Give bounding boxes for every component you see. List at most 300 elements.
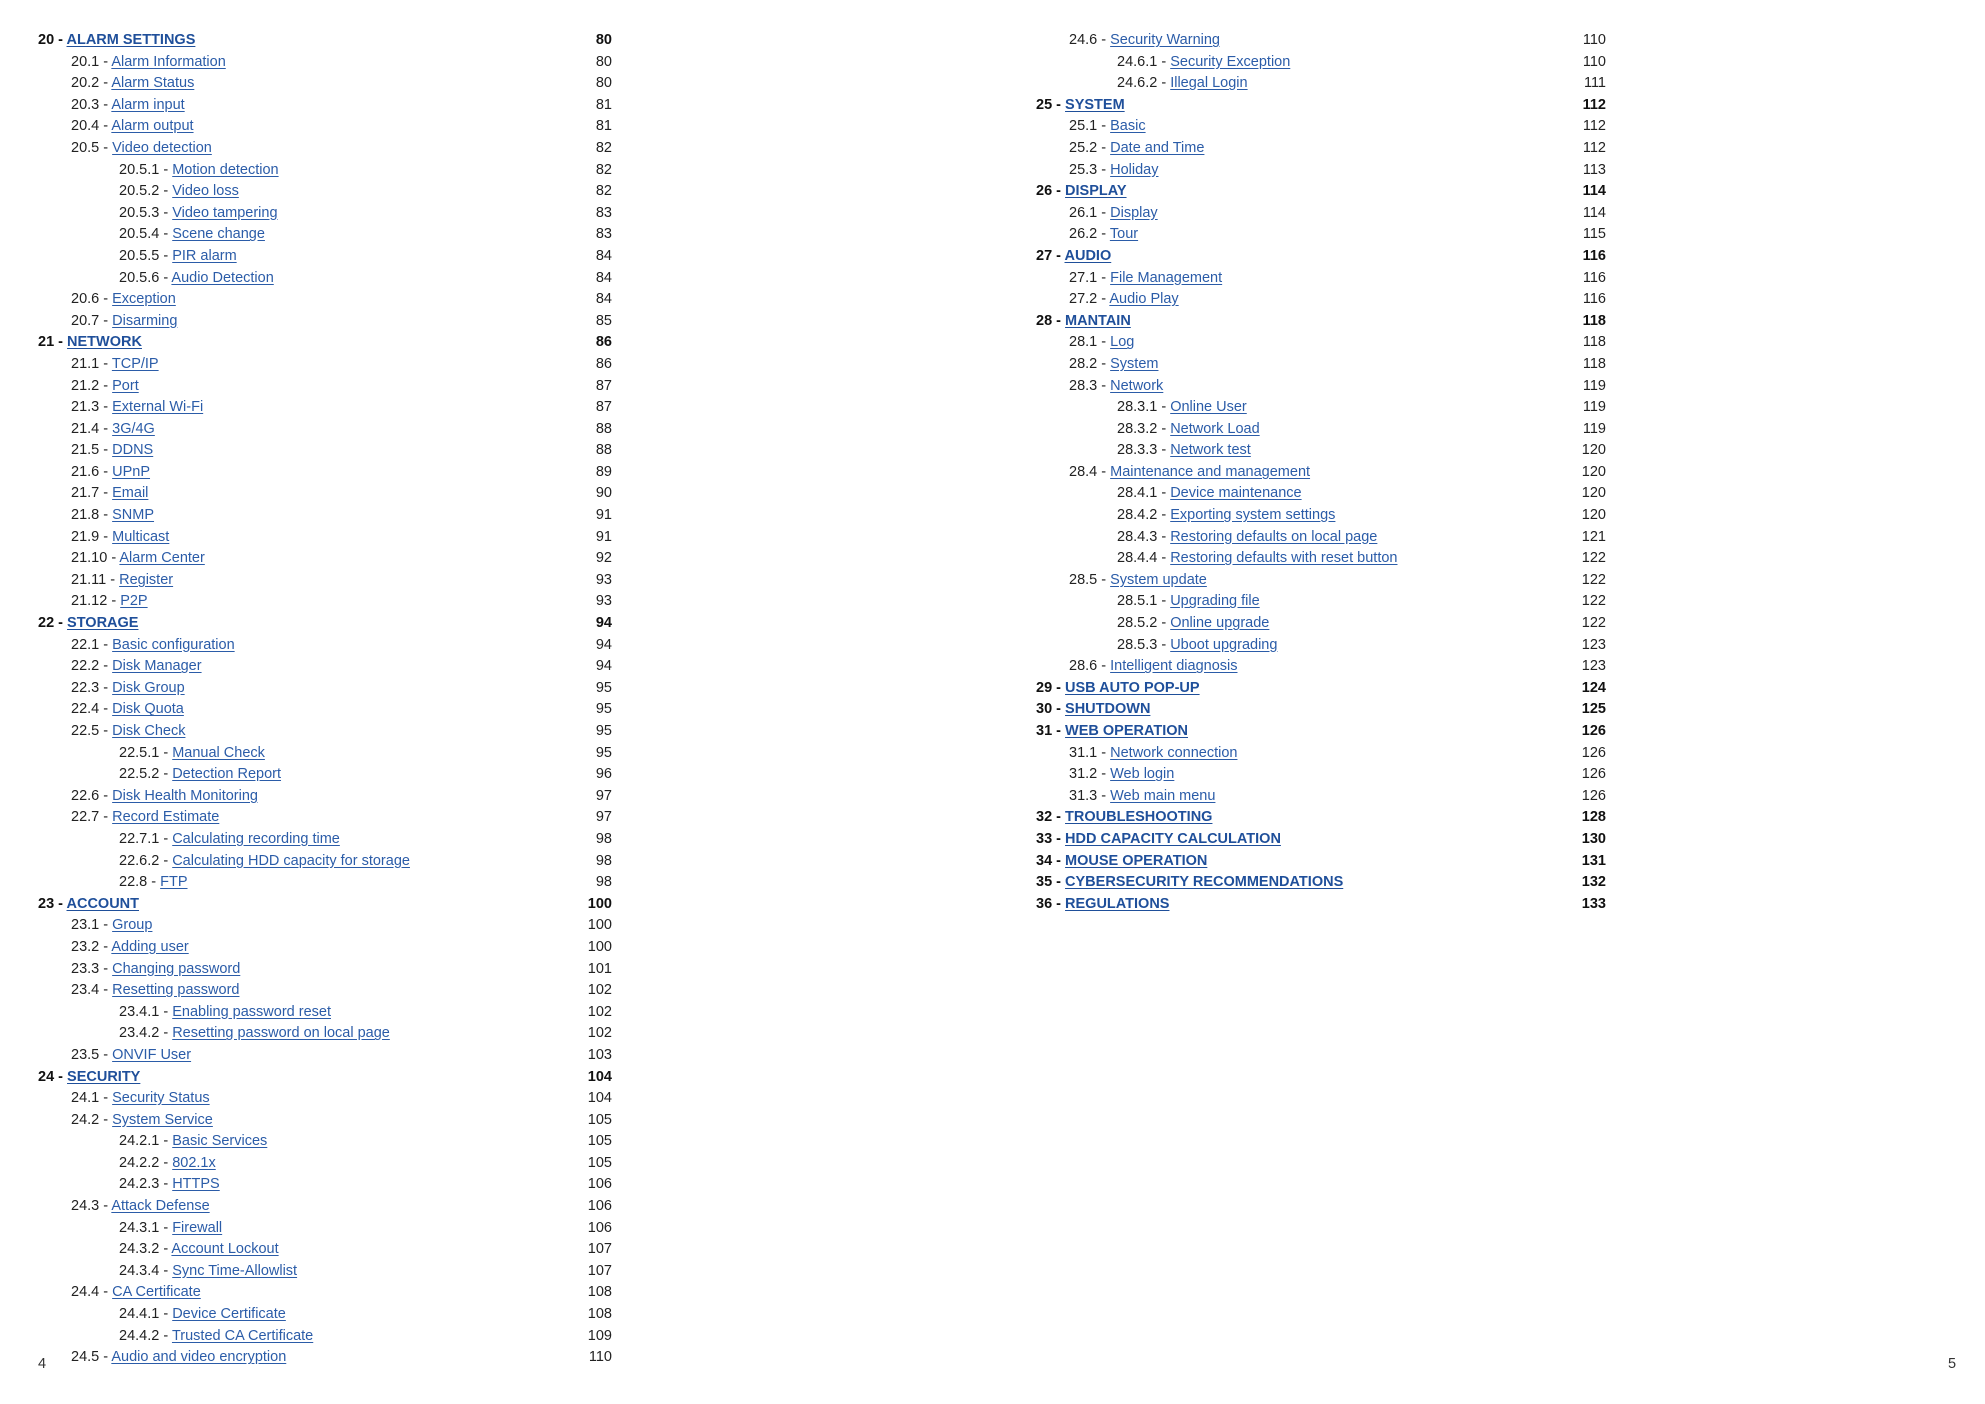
toc-entry bbox=[1036, 311, 1606, 333]
toc-entry-label bbox=[1036, 311, 1131, 333]
toc-entry-page: 118 bbox=[1582, 334, 1606, 351]
toc-entry-link[interactable]: Manual Check bbox=[172, 744, 265, 761]
toc-entry-link[interactable]: Security Status bbox=[112, 1090, 210, 1107]
toc-entry-link[interactable]: Log bbox=[1110, 334, 1135, 351]
toc-entry-page: 94 bbox=[595, 615, 612, 632]
toc-entry-link[interactable]: Enabling password reset bbox=[172, 1003, 331, 1020]
toc-entry-link[interactable]: Intelligent diagnosis bbox=[1110, 658, 1238, 675]
toc-entry-number: 30 - bbox=[1036, 701, 1061, 718]
toc-entry-link[interactable]: Firewall bbox=[172, 1219, 223, 1236]
toc-entry-link[interactable]: Device maintenance bbox=[1170, 485, 1302, 502]
toc-entry-label bbox=[71, 52, 226, 74]
toc-entry-link[interactable]: Video loss bbox=[172, 183, 239, 200]
toc-entry-link[interactable]: Disk Group bbox=[112, 679, 185, 696]
toc-entry-number: 33 - bbox=[1036, 830, 1061, 847]
toc-entry-link[interactable]: Holiday bbox=[1110, 161, 1159, 178]
toc-entry bbox=[38, 1088, 612, 1110]
toc-entry-number: 28.4 - bbox=[1069, 463, 1107, 480]
toc-entry bbox=[38, 332, 612, 354]
toc-entry-number: 20.1 - bbox=[71, 53, 109, 70]
toc-entry-label bbox=[1117, 52, 1290, 74]
toc-entry-page: 118 bbox=[1582, 312, 1606, 329]
toc-entry-label bbox=[1069, 764, 1174, 786]
toc-entry-link[interactable]: Adding user bbox=[111, 938, 189, 955]
toc-entry-link[interactable]: Basic bbox=[1110, 118, 1146, 135]
toc-entry bbox=[38, 764, 612, 786]
toc-entry-link[interactable]: Basic configuration bbox=[112, 636, 235, 653]
toc-entry-number: 24.6 - bbox=[1069, 32, 1107, 48]
toc-entry-label bbox=[1069, 743, 1237, 765]
toc-entry bbox=[1036, 527, 1606, 549]
toc-entry-link[interactable]: Disk Check bbox=[112, 723, 186, 739]
toc-entry-page: 95 bbox=[595, 723, 612, 739]
toc-entry bbox=[38, 980, 612, 1002]
toc-entry-link[interactable]: Resetting password on local page bbox=[172, 1025, 390, 1042]
toc-entry-link[interactable]: Disk Quota bbox=[112, 701, 184, 718]
toc-entry-label bbox=[119, 181, 239, 203]
toc-entry-link[interactable]: P2P bbox=[120, 593, 148, 610]
toc-entry-page: 120 bbox=[1581, 507, 1606, 524]
toc-entry-link[interactable]: Tour bbox=[1109, 226, 1139, 243]
toc-entry-page: 97 bbox=[595, 787, 612, 804]
toc-entry-link[interactable]: Exporting system settings bbox=[1170, 507, 1336, 524]
toc-entry bbox=[38, 1002, 612, 1024]
toc-entry bbox=[38, 1304, 612, 1326]
toc-entry bbox=[38, 483, 612, 505]
toc-entry bbox=[38, 203, 612, 225]
toc-entry bbox=[1036, 894, 1606, 916]
toc-entry bbox=[1036, 160, 1606, 182]
toc-entry bbox=[38, 1131, 612, 1153]
toc-entry-number: 20.5 - bbox=[71, 139, 109, 156]
toc-entry bbox=[1036, 548, 1606, 570]
toc-entry-number: 23.4 - bbox=[71, 982, 109, 999]
toc-entry-link[interactable]: UPnP bbox=[112, 463, 151, 480]
toc-entry-number: 24.3.1 - bbox=[119, 1219, 169, 1236]
toc-entry-link[interactable]: Web main menu bbox=[1110, 787, 1216, 804]
toc-entry-link[interactable]: ACCOUNT bbox=[66, 895, 139, 912]
toc-entry-link[interactable]: Maintenance and management bbox=[1110, 463, 1311, 480]
toc-entry-link[interactable]: Disk Health Monitoring bbox=[112, 787, 258, 804]
toc-entry-link[interactable]: Restoring defaults with reset button bbox=[1170, 550, 1398, 567]
toc-entry-label bbox=[71, 73, 194, 95]
toc-entry bbox=[38, 851, 612, 873]
toc-entry-link[interactable]: Email bbox=[112, 485, 149, 502]
toc-entry-number: 22.3 - bbox=[71, 679, 109, 696]
toc-entry-link[interactable]: File Management bbox=[1110, 269, 1223, 286]
toc-entry-link[interactable]: Network Load bbox=[1170, 420, 1260, 437]
toc-entry-label bbox=[119, 829, 340, 851]
toc-entry bbox=[38, 505, 612, 527]
toc-entry-link[interactable]: Security Exception bbox=[1170, 53, 1291, 70]
toc-right-column bbox=[1036, 30, 1606, 915]
toc-entry bbox=[38, 894, 612, 916]
toc-entry-page: 122 bbox=[1581, 571, 1606, 588]
toc-entry-number: 34 - bbox=[1036, 852, 1061, 869]
toc-entry-link[interactable]: Network test bbox=[1170, 442, 1251, 459]
toc-entry-label bbox=[71, 1347, 286, 1369]
toc-entry-number: 21.2 - bbox=[71, 377, 109, 394]
toc-entry-link[interactable]: Alarm Center bbox=[119, 550, 205, 567]
toc-entry-number: 22.5.1 - bbox=[119, 744, 169, 761]
toc-entry-link[interactable]: Disk Manager bbox=[112, 658, 202, 675]
toc-entry-page: 91 bbox=[595, 507, 612, 524]
toc-entry-page: 126 bbox=[1581, 744, 1606, 761]
toc-entry bbox=[1036, 829, 1606, 851]
toc-entry-link[interactable]: Disarming bbox=[112, 312, 178, 329]
toc-entry-page: 133 bbox=[1581, 895, 1606, 912]
toc-entry-label bbox=[38, 332, 142, 354]
toc-entry-label bbox=[1117, 505, 1335, 527]
toc-entry-label bbox=[71, 635, 235, 657]
toc-entry bbox=[38, 1239, 612, 1261]
toc-entry-number: 24.6.2 - bbox=[1117, 75, 1167, 92]
toc-entry-number: 29 - bbox=[1036, 679, 1061, 696]
toc-entry-number: 24.6.1 - bbox=[1117, 53, 1167, 70]
toc-entry-label bbox=[119, 224, 265, 246]
toc-entry-link[interactable]: Date and Time bbox=[1110, 139, 1205, 156]
toc-entry-label bbox=[71, 721, 185, 743]
toc-entry-link[interactable]: Video tampering bbox=[172, 204, 278, 221]
toc-entry-label bbox=[1117, 635, 1277, 657]
toc-entry-label bbox=[71, 440, 153, 462]
toc-entry bbox=[38, 807, 612, 829]
toc-entry-number: 22.4 - bbox=[71, 701, 109, 718]
toc-entry-page: 105 bbox=[587, 1133, 612, 1150]
toc-entry-page: 126 bbox=[1581, 766, 1606, 783]
toc-entry bbox=[38, 116, 612, 138]
toc-entry-page: 124 bbox=[1581, 679, 1606, 696]
toc-entry-label bbox=[119, 1304, 286, 1326]
toc-entry-page: 98 bbox=[595, 830, 612, 847]
toc-entry-link[interactable]: Basic Services bbox=[172, 1133, 268, 1150]
toc-entry-link[interactable]: 802.1x bbox=[172, 1154, 216, 1171]
toc-entry bbox=[1036, 440, 1606, 462]
toc-entry-label bbox=[71, 591, 148, 613]
toc-entry-number: 28.4.4 - bbox=[1117, 550, 1167, 567]
toc-entry bbox=[38, 1261, 612, 1283]
toc-entry bbox=[38, 73, 612, 95]
toc-entry bbox=[1036, 30, 1606, 52]
toc-entry bbox=[1036, 678, 1606, 700]
toc-entry-link[interactable]: Register bbox=[119, 571, 174, 588]
toc-entry-link[interactable]: Calculating recording time bbox=[172, 830, 340, 847]
toc-entry-link[interactable]: ONVIF User bbox=[112, 1046, 192, 1063]
toc-entry-number: 21.10 - bbox=[71, 550, 117, 567]
toc-entry-label bbox=[1117, 419, 1260, 441]
toc-entry-label bbox=[38, 30, 195, 52]
toc-entry-page: 84 bbox=[595, 247, 612, 264]
toc-entry-link[interactable]: Account Lockout bbox=[171, 1241, 279, 1258]
toc-entry-link[interactable]: System bbox=[1110, 355, 1159, 372]
toc-entry-page: 88 bbox=[595, 442, 612, 459]
toc-entry-link[interactable]: Network connection bbox=[1110, 744, 1238, 761]
toc-entry-label bbox=[71, 678, 185, 700]
toc-entry-number: 20.5.1 - bbox=[119, 161, 169, 178]
toc-entry bbox=[1036, 116, 1606, 138]
toc-entry-number: 20.4 - bbox=[71, 118, 109, 135]
toc-entry-number: 28.4.1 - bbox=[1117, 485, 1167, 502]
toc-entry-number: 28.4.3 - bbox=[1117, 528, 1167, 545]
toc-entry-label bbox=[119, 1002, 331, 1024]
toc-entry-number: 28.6 - bbox=[1069, 658, 1107, 675]
toc-entry-label bbox=[71, 419, 155, 441]
toc-entry-number: 20 - bbox=[38, 32, 63, 48]
toc-entry-page: 112 bbox=[1582, 118, 1606, 135]
toc-entry-page: 88 bbox=[595, 420, 612, 437]
toc-entry-link[interactable]: DISPLAY bbox=[1065, 183, 1127, 200]
toc-entry-link[interactable]: 3G/4G bbox=[112, 420, 155, 437]
toc-entry bbox=[38, 376, 612, 398]
toc-entry-link[interactable]: MOUSE OPERATION bbox=[1065, 852, 1208, 869]
toc-entry-link[interactable]: Alarm output bbox=[111, 118, 194, 135]
toc-entry-number: 22.8 - bbox=[119, 874, 157, 891]
toc-entry bbox=[38, 872, 612, 894]
toc-entry-label bbox=[119, 1239, 279, 1261]
toc-entry-number: 22.6 - bbox=[71, 787, 109, 804]
toc-entry bbox=[38, 138, 612, 160]
toc-entry-number: 24.1 - bbox=[71, 1090, 109, 1107]
toc-entry-page: 116 bbox=[1582, 291, 1606, 308]
toc-entry-number: 23.1 - bbox=[71, 917, 109, 934]
toc-entry-label bbox=[1036, 721, 1188, 743]
toc-entry-page: 81 bbox=[595, 118, 612, 135]
toc-entry-link[interactable]: External Wi-Fi bbox=[112, 399, 204, 416]
toc-entry-link[interactable]: Detection Report bbox=[172, 766, 282, 783]
toc-entry bbox=[38, 52, 612, 74]
toc-entry-page: 104 bbox=[587, 1090, 612, 1107]
toc-entry-page: 98 bbox=[595, 852, 612, 869]
toc-entry-page: 83 bbox=[595, 204, 612, 221]
toc-entry-link[interactable]: Illegal Login bbox=[1170, 75, 1248, 92]
toc-entry bbox=[38, 548, 612, 570]
toc-entry-page: 108 bbox=[587, 1284, 612, 1301]
toc-entry-link[interactable]: Web login bbox=[1110, 766, 1175, 783]
toc-entry-link[interactable]: SHUTDOWN bbox=[1065, 701, 1151, 718]
toc-entry-number: 24 - bbox=[38, 1068, 63, 1085]
toc-entry-link[interactable]: Audio and video encryption bbox=[111, 1349, 287, 1366]
toc-entry-link[interactable]: Audio Detection bbox=[171, 269, 274, 286]
toc-entry-page: 110 bbox=[1582, 32, 1606, 48]
toc-entry-link[interactable]: Alarm input bbox=[111, 96, 185, 113]
toc-entry-page: 122 bbox=[1581, 615, 1606, 632]
toc-entry-link[interactable]: Motion detection bbox=[172, 161, 279, 178]
toc-entry-link[interactable]: FTP bbox=[160, 874, 188, 891]
toc-entry-page: 87 bbox=[595, 399, 612, 416]
toc-entry bbox=[38, 678, 612, 700]
toc-entry-label bbox=[71, 786, 258, 808]
toc-entry-link[interactable]: ALARM SETTINGS bbox=[66, 32, 196, 48]
toc-entry-number: 27 - bbox=[1036, 247, 1061, 264]
toc-entry-label bbox=[71, 376, 139, 398]
toc-entry-label bbox=[119, 1326, 313, 1348]
toc-entry-label bbox=[1117, 591, 1260, 613]
toc-entry bbox=[1036, 591, 1606, 613]
toc-entry-page: 82 bbox=[595, 139, 612, 156]
toc-entry-link[interactable]: Display bbox=[1110, 204, 1158, 221]
toc-entry-label bbox=[1069, 203, 1158, 225]
toc-entry-link[interactable]: TROUBLESHOOTING bbox=[1065, 809, 1213, 826]
toc-entry-label bbox=[71, 1282, 201, 1304]
toc-entry-link[interactable]: SNMP bbox=[112, 507, 155, 524]
toc-entry-page: 108 bbox=[587, 1306, 612, 1323]
toc-entry-link[interactable]: USB AUTO POP-UP bbox=[1065, 679, 1200, 696]
toc-entry bbox=[38, 1282, 612, 1304]
toc-entry-page: 119 bbox=[1582, 420, 1606, 437]
toc-entry-link[interactable]: Multicast bbox=[112, 528, 170, 545]
toc-entry-label bbox=[1069, 289, 1179, 311]
page-number-left: 4 bbox=[38, 1356, 47, 1372]
toc-entry-label bbox=[119, 1261, 297, 1283]
toc-entry-label bbox=[119, 246, 237, 268]
toc-entry-link[interactable]: CA Certificate bbox=[112, 1284, 201, 1301]
toc-entry-page: 94 bbox=[595, 636, 612, 653]
toc-entry-label bbox=[1036, 807, 1212, 829]
toc-entry-link[interactable]: REGULATIONS bbox=[1065, 895, 1170, 912]
toc-entry-number: 24.2 - bbox=[71, 1111, 109, 1128]
toc-entry-link[interactable]: STORAGE bbox=[67, 615, 139, 632]
toc-entry-label bbox=[1069, 462, 1310, 484]
toc-entry-page: 119 bbox=[1582, 399, 1606, 416]
toc-entry-link[interactable]: Device Certificate bbox=[172, 1306, 286, 1323]
toc-entry-link[interactable]: MANTAIN bbox=[1065, 312, 1131, 329]
toc-entry-link[interactable]: CYBERSECURITY RECOMMENDATIONS bbox=[1065, 874, 1344, 891]
toc-entry-number: 21.11 - bbox=[71, 571, 116, 588]
toc-entry-link[interactable]: Restoring defaults on local page bbox=[1170, 528, 1378, 545]
toc-entry-link[interactable]: HDD CAPACITY CALCULATION bbox=[1065, 830, 1281, 847]
toc-entry-label bbox=[1036, 851, 1207, 873]
toc-entry-label bbox=[1069, 376, 1163, 398]
toc-entry-link[interactable]: Alarm Status bbox=[111, 75, 195, 92]
toc-entry-page: 95 bbox=[595, 744, 612, 761]
toc-entry-link[interactable]: Audio Play bbox=[1109, 291, 1179, 308]
toc-entry-link[interactable]: NETWORK bbox=[67, 334, 142, 351]
toc-entry bbox=[38, 1023, 612, 1045]
toc-entry-label bbox=[1117, 397, 1247, 419]
toc-entry bbox=[38, 743, 612, 765]
toc-entry-label bbox=[71, 915, 152, 937]
toc-entry-page: 126 bbox=[1581, 787, 1606, 804]
toc-entry bbox=[38, 1174, 612, 1196]
toc-entry-number: 28.4.2 - bbox=[1117, 507, 1167, 524]
toc-entry-number: 21.7 - bbox=[71, 485, 109, 502]
toc-entry-label bbox=[119, 1174, 220, 1196]
toc-entry-link[interactable]: Video detection bbox=[112, 139, 212, 156]
toc-entry bbox=[1036, 635, 1606, 657]
toc-entry-link[interactable]: Trusted CA Certificate bbox=[171, 1327, 314, 1344]
toc-entry-label bbox=[1117, 73, 1248, 95]
toc-entry-link[interactable]: AUDIO bbox=[1064, 247, 1112, 264]
toc-entry-link[interactable]: SYSTEM bbox=[1065, 96, 1125, 113]
toc-entry-link[interactable]: Resetting password bbox=[112, 982, 240, 999]
toc-entry-number: 21.5 - bbox=[71, 442, 109, 459]
toc-entry-number: 28.3.3 - bbox=[1117, 442, 1167, 459]
toc-entry bbox=[1036, 397, 1606, 419]
toc-entry-number: 28.5 - bbox=[1069, 571, 1107, 588]
toc-entry-link[interactable]: DDNS bbox=[112, 442, 154, 459]
toc-entry-number: 21.6 - bbox=[71, 463, 109, 480]
toc-entry-link[interactable]: TCP/IP bbox=[111, 355, 159, 372]
toc-entry-page: 101 bbox=[587, 960, 612, 977]
toc-entry-label bbox=[1069, 30, 1220, 52]
toc-entry-page: 100 bbox=[587, 938, 612, 955]
toc-entry-page: 100 bbox=[587, 895, 612, 912]
toc-entry-page: 82 bbox=[595, 161, 612, 178]
toc-entry bbox=[1036, 268, 1606, 290]
toc-entry-page: 128 bbox=[1581, 809, 1606, 826]
toc-entry-link[interactable]: Scene change bbox=[172, 226, 265, 243]
toc-entry-page: 80 bbox=[595, 53, 612, 70]
toc-entry-link[interactable]: Record Estimate bbox=[112, 809, 220, 826]
toc-entry-page: 86 bbox=[595, 334, 612, 351]
toc-entry-page: 114 bbox=[1582, 204, 1606, 221]
toc-entry bbox=[38, 1218, 612, 1240]
toc-entry-link[interactable]: Calculating HDD capacity for storage bbox=[172, 852, 410, 869]
toc-entry-page: 80 bbox=[595, 75, 612, 92]
toc-entry-link[interactable]: Uboot upgrading bbox=[1170, 636, 1278, 653]
toc-entry-link[interactable]: Group bbox=[112, 917, 153, 934]
toc-entry-link[interactable]: WEB OPERATION bbox=[1065, 723, 1189, 739]
toc-entry-link[interactable]: Changing password bbox=[112, 960, 241, 977]
toc-entry-number: 28.5.1 - bbox=[1117, 593, 1167, 610]
toc-entry-label bbox=[119, 1023, 390, 1045]
toc-entry-page: 93 bbox=[595, 571, 612, 588]
toc-entry-link[interactable]: System Service bbox=[112, 1111, 213, 1128]
toc-entry-number: 20.5.5 - bbox=[119, 247, 169, 264]
toc-entry-page: 112 bbox=[1582, 96, 1606, 113]
toc-entry-label bbox=[1069, 224, 1138, 246]
toc-entry-page: 86 bbox=[595, 355, 612, 372]
toc-entry-number: 28.5.2 - bbox=[1117, 615, 1167, 632]
toc-entry-link[interactable]: Security Warning bbox=[1110, 32, 1220, 48]
toc-entry-link[interactable]: Sync Time-Allowlist bbox=[172, 1262, 298, 1279]
toc-entry-label bbox=[71, 354, 159, 376]
toc-entry-link[interactable]: PIR alarm bbox=[172, 247, 237, 264]
toc-entry-link[interactable]: Upgrading file bbox=[1170, 593, 1260, 610]
toc-entry-link[interactable]: System update bbox=[1110, 571, 1207, 588]
toc-entry-link[interactable]: Alarm Information bbox=[111, 53, 226, 70]
toc-entry bbox=[38, 1196, 612, 1218]
toc-entry-page: 91 bbox=[595, 528, 612, 545]
toc-entry-link[interactable]: Network bbox=[1110, 377, 1164, 394]
toc-entry bbox=[38, 829, 612, 851]
toc-entry bbox=[38, 915, 612, 937]
toc-entry bbox=[38, 246, 612, 268]
toc-entry-number: 27.2 - bbox=[1069, 291, 1107, 308]
toc-entry bbox=[38, 527, 612, 549]
toc-entry-link[interactable]: Attack Defense bbox=[111, 1198, 210, 1215]
toc-entry-page: 80 bbox=[595, 32, 612, 48]
toc-entry bbox=[38, 419, 612, 441]
toc-entry-link[interactable]: Exception bbox=[112, 291, 176, 308]
toc-entry-link[interactable]: Online upgrade bbox=[1170, 615, 1270, 632]
toc-entry-page: 120 bbox=[1581, 485, 1606, 502]
toc-entry bbox=[38, 95, 612, 117]
toc-entry-page: 116 bbox=[1582, 247, 1606, 264]
toc-entry bbox=[38, 613, 612, 635]
toc-entry-label bbox=[1069, 786, 1215, 808]
toc-entry-link[interactable]: SECURITY bbox=[67, 1068, 141, 1085]
toc-entry-page: 106 bbox=[587, 1219, 612, 1236]
toc-entry-link[interactable]: Port bbox=[112, 377, 139, 394]
toc-entry-number: 26.1 - bbox=[1069, 204, 1107, 221]
toc-entry-label bbox=[1036, 95, 1125, 117]
toc-entry-link[interactable]: Online User bbox=[1170, 399, 1247, 416]
toc-entry-number: 24.3.2 - bbox=[119, 1241, 169, 1258]
toc-entry-label bbox=[1117, 483, 1302, 505]
toc-entry-link[interactable]: HTTPS bbox=[172, 1176, 220, 1193]
toc-entry-label bbox=[1117, 527, 1377, 549]
